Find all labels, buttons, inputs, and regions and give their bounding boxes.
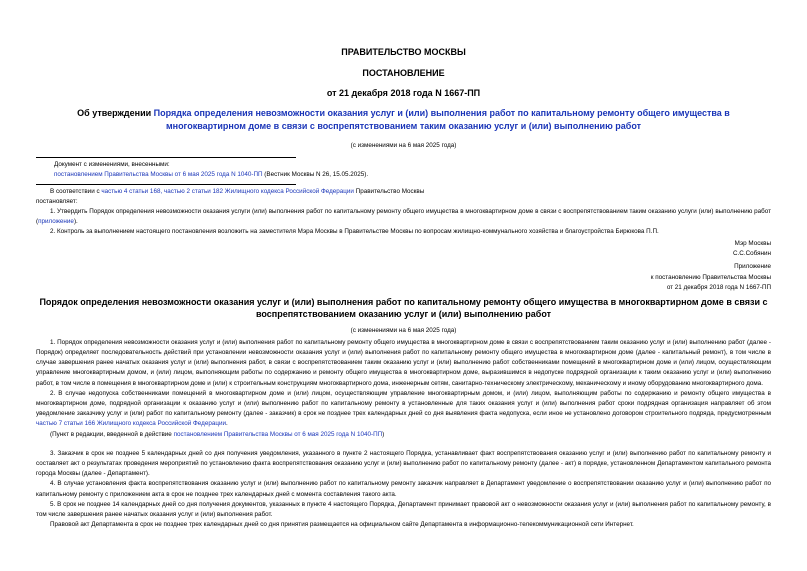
procedure-p1: 1. Порядок определения невозможности оказания услуг и (или) выполнения работ по капитальному ремонту общего имущества в многоквартирном доме в связи с воспрепятствованием таким оказанию услуг и (или) выполнению работ (далее - Порядок) определяет последовательность действий при установлении невозможности оказания услуг и (или) выполнения работ по капитальному ремонту общего имущества в многоквартирном доме (далее - капитальный ремонт), в том числе в случае завершения ранее начатых оказания услуг и (или) выполнения работ, в связи с воспрепятствованием таким оказанию услуг и (или) выполнению работ собственниками помещений в многоквартирном доме и (или) лицом, осуществляющим управление многоквартирным домом, и (или) лицом, выполняющим работы по содержанию и ремонту общего имущества в многоквартирном доме, выразившимся в недопуске подрядной организации к таким оказанию услуг и (или) выполнению работ, в том числе в помещения в многоквартирном доме и (или) к строительным конструкциям многоквартирного дома, инженерным сетям, санитарно-техническому электрическому, механическому и иному оборудованию многоквартирного дома. xyxy=(36,338,771,387)
p2-link[interactable]: частью 7 статьи 166 Жилищного кодекса Российской Федерации xyxy=(36,420,226,428)
procedure-p5: 5. В срок не позднее 14 календарных дней со дня получения документов, указанных в пункте 4 настоящего Порядка, Департамент принимает правовой акт о невозможности оказания услуг и (или) выполнения работ по капитальному ремонту, в том числе завершения ранее начатых оказания услуг и (или) выполнения работ. xyxy=(36,500,771,519)
signature-position: Мэр Москвы xyxy=(734,239,771,247)
p2-note-lead: (Пункт в редакции, введенной в действие xyxy=(50,430,174,438)
changes-link[interactable]: постановлением Правительства Москвы от 6 мая 2025 года N 1040-ПП xyxy=(54,171,263,179)
preamble-link[interactable]: частью 4 статьи 168, частью 2 статьи 182 Жилищного кодекса Российской Федерации xyxy=(101,187,354,195)
changes-line xyxy=(54,170,771,180)
date-number: от 21 декабря 2018 года N 1667-ПП xyxy=(326,88,481,98)
changes-block xyxy=(36,158,771,180)
p2-note-tail: ) xyxy=(382,430,385,438)
preamble xyxy=(36,187,771,197)
title-link[interactable]: Порядка определения невозможности оказания услуг и (или) выполнения работ по капитальному ремонту общего имущества в многоквартирном доме в связи с воспрепятствованием таким оказанию услуг и (или) выполнению работ xyxy=(153,108,730,131)
changes-label: Документ с изменениями, внесенными: xyxy=(54,161,170,169)
item-1-tail: ). xyxy=(73,218,78,226)
amended-note: (с изменениями на 6 мая 2025 года) xyxy=(350,142,457,149)
decree-word: постановляет: xyxy=(36,197,78,205)
p2-note-link[interactable]: постановлением Правительства Москвы от 6 мая 2025 года N 1040-ПП xyxy=(173,430,383,438)
authority-heading: ПРАВИТЕЛЬСТВО МОСКВЫ xyxy=(341,47,466,57)
procedure-amended: (с изменениями на 6 мая 2025 года) xyxy=(350,326,457,334)
procedure-p6: Правовой акт Департамента в срок не позднее трех календарных дней со дня принятия размещается на официальном сайте Департамента в информационно-телекоммуникационной сети Интернет. xyxy=(50,521,634,529)
changes-suffix: (Вестник Москвы N 26, 15.05.2025). xyxy=(262,171,369,179)
preamble-tail: Правительство Москвы xyxy=(353,187,425,195)
document-title xyxy=(36,107,771,133)
p2-note xyxy=(36,430,771,440)
appendix-link[interactable]: приложение xyxy=(38,218,74,226)
procedure-p2 xyxy=(36,389,771,430)
procedure-p4: 4. В случае установления факта воспрепятствования оказанию услуг и (или) выполнению работ по капитальному ремонту заказчик направляет в Департамент уведомление о воспрепятствовании оказанию услуг и (или) выполнению работ по капитальному ремонту с приложением акта в срок не позднее трех календарных дней с момента составления такого акта. xyxy=(36,480,771,498)
preamble-lead: В соответствии с xyxy=(50,187,102,195)
title-prefix: Об утверждении xyxy=(77,108,154,118)
signature-name: С.С.Собянин xyxy=(733,249,771,257)
item-2: 2. Контроль за выполнением настоящего постановления возложить на заместителя Мэра Москвы в Правительстве Москвы по вопросам жилищно-коммунального хозяйства и благоустройства Бирюкова П.П. xyxy=(50,228,659,236)
doc-type-heading: ПОСТАНОВЛЕНИЕ xyxy=(362,68,445,78)
appendix-ref: к постановлению Правительства Москвы xyxy=(650,274,771,282)
item-1-text: 1. Утвердить Порядок определения невозможности оказания услуги (или) выполнения работ по капитальному ремонту общего имущества в многоквартирном доме в связи с воспрепятствованием таким оказанию услуги (или) выполнению работ ( xyxy=(36,208,771,226)
procedure-p3: 3. Заказчик в срок не позднее 5 календарных дней со дня получения уведомления, указанного в пункте 2 настоящего Порядка, устанавливает факт воспрепятствования оказанию услуг и (или) выполнению работ по капитальному ремонту и составляет акт о результатах проведения мероприятий по установлению факта воспрепятствования оказанию услуг и (или) выполнению работ по капитальному ремонту (далее - акт) в порядке, установленном Департаментом капитального ремонта города Москвы (далее - Департамент). xyxy=(36,449,771,478)
item-1 xyxy=(36,207,771,227)
appendix-label: Приложение xyxy=(734,263,771,271)
procedure-title: Порядок определения невозможности оказания услуг и (или) выполнения работ по капитальному ремонту общего имущества в многоквартирном доме в связи с воспрепятствованием оказанию услуг и (или) выполнению работ xyxy=(39,296,768,319)
appendix-date: от 21 декабря 2018 года N 1667-ПП xyxy=(666,284,771,292)
p2-tail: . xyxy=(226,420,228,428)
p2-text: 2. В случае недопуска собственниками помещений в многоквартирном доме и (или) лицом, осуществляющим управление многоквартирным домом, и (или) лицом, выполняющим работы по содержанию и ремонту общего имущества в многоквартирном доме, подрядной организации к оказанию услуг и (или) выполнению работ по капитальному ремонту в установленные для таких оказания услуг и (или) выполнения работ сроки подрядная организация направляет об этом уведомление заказчику услуг и (или) работ по капитальному ремонту (далее - заказчик) в срок не позднее трех календарных дней со дня выявления факта недопуска, если иное не установлено договором строительного подряда, предусмотренным xyxy=(36,389,771,418)
